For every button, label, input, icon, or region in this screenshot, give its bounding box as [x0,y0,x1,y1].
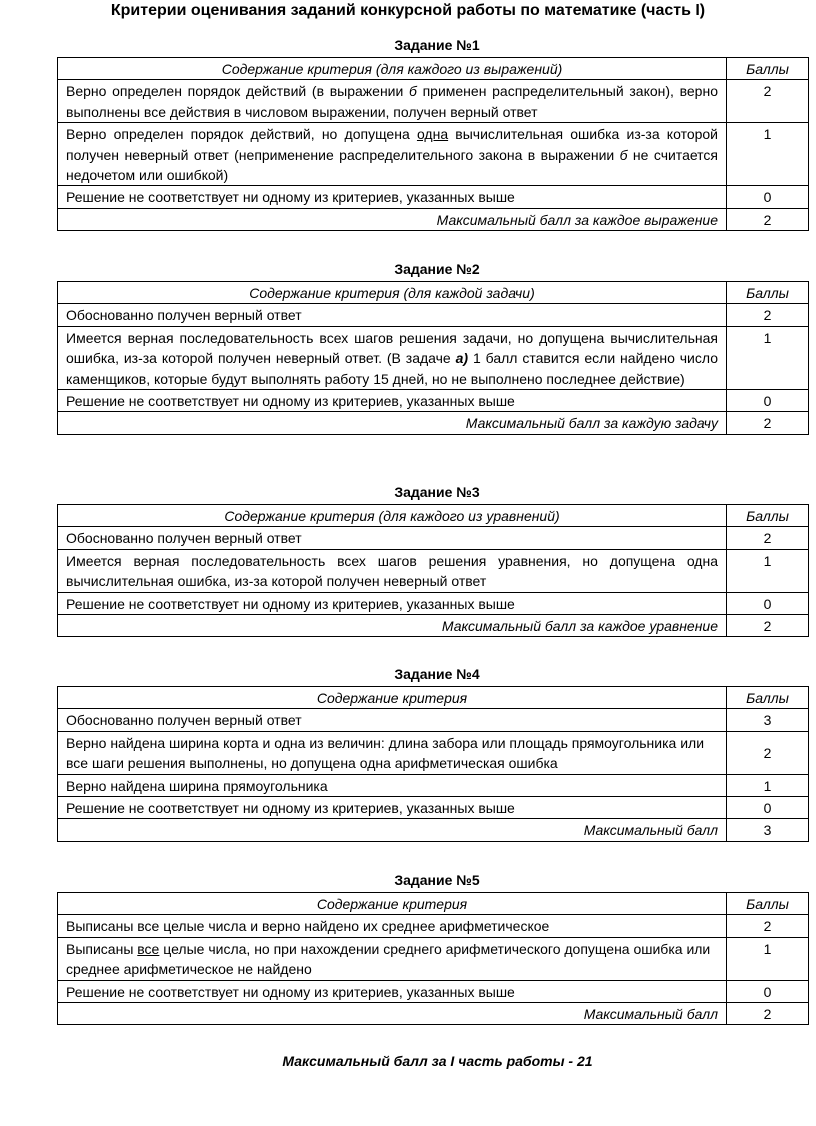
task-5-section [57,872,809,1025]
max-score-row [58,615,809,637]
table-row [58,731,809,774]
criterion-score: 0 [727,980,809,1002]
criterion-score: 2 [727,731,809,774]
criterion-score: 0 [727,592,809,614]
max-score-value: 2 [727,615,809,637]
max-score-label: Максимальный балл [58,1003,727,1025]
criterion-score: 1 [727,549,809,592]
criterion-header: Содержание критерия (для каждого из уравнений) [58,505,727,527]
max-score-label: Максимальный балл за каждое выражение [58,208,727,230]
table-row [58,774,809,796]
table-row [58,186,809,208]
max-score-row [58,1003,809,1025]
table-row [58,592,809,614]
max-score-label: Максимальный балл за каждое уравнение [58,615,727,637]
task-2-criteria-table [57,281,809,435]
criterion-score: 2 [727,304,809,326]
task-3-criteria-table [57,504,809,637]
criterion-score: 0 [727,797,809,819]
table-row [58,549,809,592]
criterion-text: Имеется верная последовательность всех шагов решения задачи, но допущена вычислительная ошибка, из-за которой получен неверный ответ. (В задаче а) 1 балл ставится если найдено число каменщиков, которые будут выполнять работу 15 дней, но не выполнено последнее действие) [58,326,727,389]
table-header-row [58,505,809,527]
criterion-score: 0 [727,390,809,412]
task-5-title: Задание №5 [394,872,480,888]
task-4-title: Задание №4 [394,666,480,682]
criterion-text: Верно найдена ширина корта и одна из величин: длина забора или площадь прямоугольника или все шаги решения выполнены, но допущена одна арифметическая ошибка [58,731,727,774]
table-row [58,326,809,389]
criterion-text: Решение не соответствует ни одному из критериев, указанных выше [58,592,727,614]
table-header-row [58,282,809,304]
table-row [58,390,809,412]
task-4-criteria-table [57,686,809,842]
criterion-text: Обоснованно получен верный ответ [58,709,727,731]
score-header: Баллы [727,505,809,527]
criterion-score: 1 [727,774,809,796]
criterion-text: Выписаны все целые числа, но при нахождении среднего арифметического допущена ошибка или среднее арифметическое не найдено [58,937,727,980]
max-score-row [58,412,809,434]
criterion-score: 2 [727,915,809,937]
max-score-value: 2 [727,1003,809,1025]
criterion-header: Содержание критерия (для каждого из выражений) [58,58,727,80]
criterion-text: Решение не соответствует ни одному из критериев, указанных выше [58,186,727,208]
criterion-header: Содержание критерия (для каждой задачи) [58,282,727,304]
criterion-score: 3 [727,709,809,731]
criterion-text: Имеется верная последовательность всех шагов решения уравнения, но допущена одна вычислительная ошибка, из-за которой получен неверный ответ [58,549,727,592]
max-score-row [58,208,809,230]
task-2-title: Задание №2 [394,261,480,277]
max-score-row [58,819,809,841]
criterion-header: Содержание критерия [58,893,727,915]
criterion-score: 1 [727,326,809,389]
task-5-criteria-table [57,892,809,1025]
criterion-text: Выписаны все целые числа и верно найдено их среднее арифметическое [58,915,727,937]
criterion-text: Обоснованно получен верный ответ [58,304,727,326]
table-row [58,915,809,937]
max-score-label: Максимальный балл [58,819,727,841]
task-1-criteria-table [57,57,809,231]
score-header: Баллы [727,687,809,709]
score-header: Баллы [727,58,809,80]
table-header-row [58,58,809,80]
task-3-title: Задание №3 [394,484,480,500]
final-max-score-note: Максимальный балл за I часть работы - 21 [282,1053,593,1069]
table-row [58,980,809,1002]
criterion-text: Верно определен порядок действий, но допущена одна вычислительная ошибка из-за которой получен неверный ответ (неприменение распределительного закона в выражении б не считается недочетом или ошибкой) [58,123,727,186]
table-row [58,709,809,731]
criterion-score: 2 [727,80,809,123]
max-score-value: 3 [727,819,809,841]
table-row [58,304,809,326]
table-row [58,797,809,819]
document-title: Критерии оценивания заданий конкурсной работы по математике (часть I) [110,2,706,19]
table-header-row [58,893,809,915]
criterion-score: 2 [727,527,809,549]
score-header: Баллы [727,893,809,915]
task-4-section [57,666,809,842]
criterion-text: Верно найдена ширина прямоугольника [58,774,727,796]
criterion-score: 1 [727,123,809,186]
max-score-value: 2 [727,208,809,230]
criterion-text: Верно определен порядок действий (в выражении б применен распределительный закон), верно выполнены все действия в числовом выражении, получен верный ответ [58,80,727,123]
criterion-text: Решение не соответствует ни одному из критериев, указанных выше [58,797,727,819]
table-header-row [58,687,809,709]
task-1-title: Задание №1 [394,37,480,53]
table-row [58,527,809,549]
table-row [58,80,809,123]
max-score-value: 2 [727,412,809,434]
criterion-text: Решение не соответствует ни одному из критериев, указанных выше [58,980,727,1002]
criterion-text: Решение не соответствует ни одному из критериев, указанных выше [58,390,727,412]
task-2-section [57,261,809,435]
table-row [58,123,809,186]
criterion-text: Обоснованно получен верный ответ [58,527,727,549]
task-1-section [57,37,809,231]
criterion-score: 0 [727,186,809,208]
table-row [58,937,809,980]
criterion-header: Содержание критерия [58,687,727,709]
score-header: Баллы [727,282,809,304]
max-score-label: Максимальный балл за каждую задачу [58,412,727,434]
criterion-score: 1 [727,937,809,980]
task-3-section [57,484,809,637]
